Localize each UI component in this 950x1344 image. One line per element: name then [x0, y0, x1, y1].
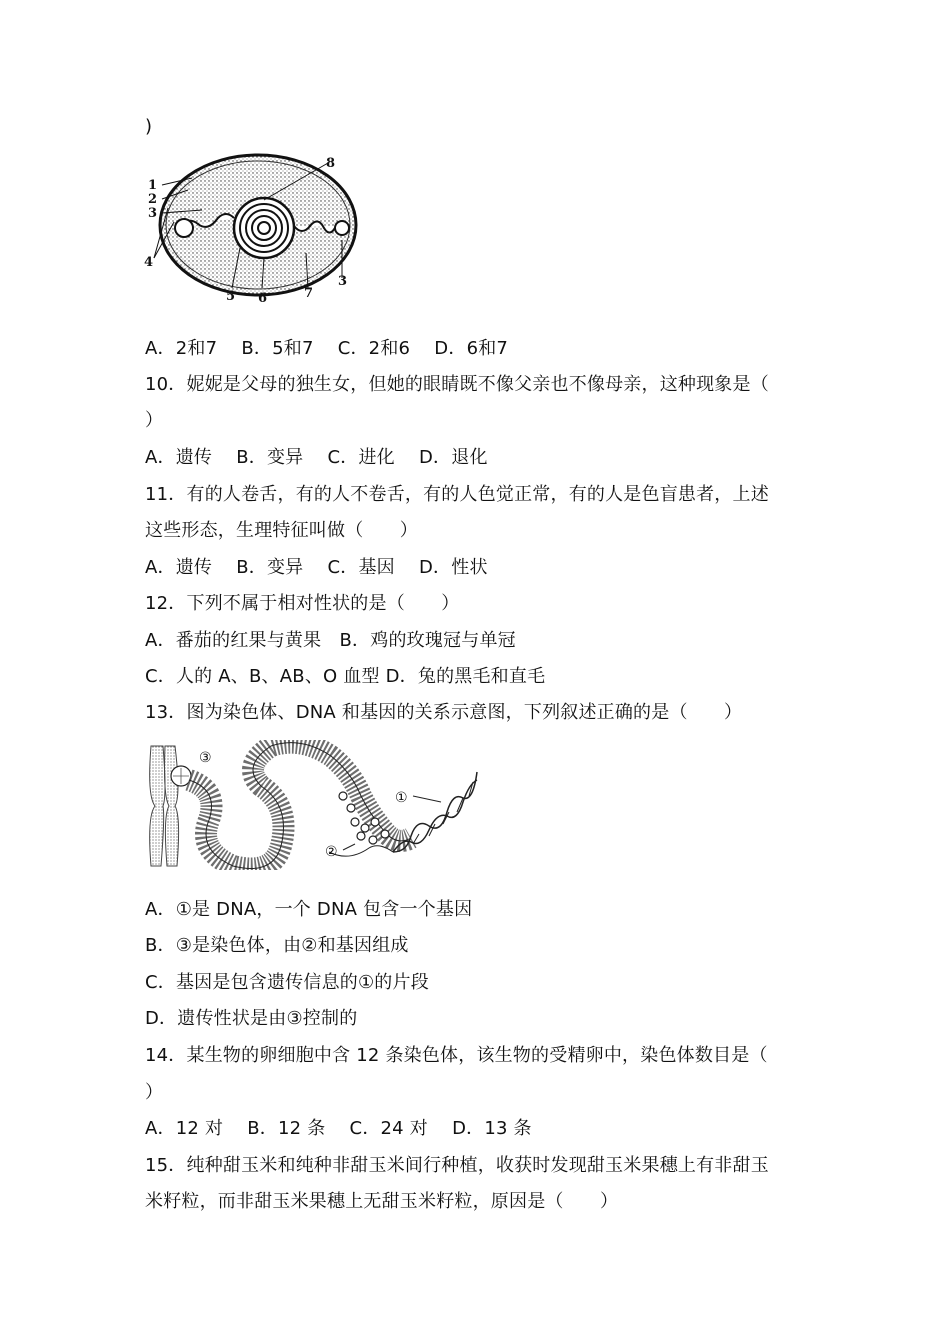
q13-option-d: D．遗传性状是由③控制的 — [145, 1008, 358, 1029]
q12-options-cd: C．人的 A、B、AB、O 血型 D．兔的黑毛和直毛 — [145, 666, 546, 687]
q10-stem-line1: 10．妮妮是父母的独生女，但她的眼睛既不像父亲也不像母亲，这种现象是（ — [145, 374, 769, 395]
egg-label-8: 8 — [326, 156, 336, 171]
egg-label-3: 3 — [148, 206, 158, 221]
q9-close-paren: ) — [145, 116, 153, 137]
label-line-1 — [413, 796, 441, 802]
q11-options: A．遗传 B．变异 C．基因 D．性状 — [145, 557, 488, 578]
egg-label-4: 4 — [144, 255, 154, 270]
q15-stem-line1: 15．纯种甜玉米和纯种非甜玉米间行种植，收获时发现甜玉米果穗上有非甜玉 — [145, 1155, 769, 1176]
q12-stem: 12．下列不属于相对性状的是（ ） — [145, 593, 460, 614]
egg-structure-diagram — [140, 148, 365, 308]
label-circled-1: ① — [395, 790, 408, 806]
q15-stem-line2: 米籽粒，而非甜玉米果穗上无甜玉米籽粒，原因是（ ） — [145, 1191, 619, 1212]
q13-option-b: B．③是染色体，由②和基因组成 — [145, 935, 409, 956]
chromatin-coil — [189, 743, 411, 869]
air-cell-right — [335, 221, 349, 235]
q10-options: A．遗传 B．变异 C．进化 D．退化 — [145, 447, 488, 468]
q13-option-c: C．基因是包含遗传信息的①的片段 — [145, 972, 429, 993]
yolk-rings — [234, 198, 294, 258]
q11-stem-line2: 这些形态，生理特征叫做（ ） — [145, 520, 418, 541]
egg-label-1: 1 — [148, 178, 158, 193]
chromosome-dna-diagram — [143, 740, 483, 870]
egg-label-5: 5 — [226, 289, 236, 304]
q14-stem-line2: ） — [145, 1082, 164, 1103]
label-circled-2: ② — [325, 844, 338, 860]
q14-options: A．12 对 B．12 条 C．24 对 D．13 条 — [145, 1118, 532, 1139]
q13-option-a: A．①是 DNA，一个 DNA 包含一个基因 — [145, 899, 473, 920]
q10-stem-line2: ） — [145, 410, 164, 431]
q11-stem-line1: 11．有的人卷舌，有的人不卷舌，有的人色觉正常，有的人是色盲患者，上述 — [145, 484, 769, 505]
label-line-2 — [343, 844, 355, 850]
q9-options: A．2和7 B．5和7 C．2和6 D．6和7 — [145, 338, 509, 359]
egg-label-2: 2 — [148, 192, 158, 207]
q12-options-ab: A．番茄的红果与黄果 B．鸡的玫瑰冠与单冠 — [145, 630, 516, 651]
q13-stem: 13．图为染色体、DNA 和基因的关系示意图，下列叙述正确的是（ ） — [145, 702, 743, 723]
egg-label-3-right: 3 — [338, 274, 348, 289]
label-circled-3: ③ — [199, 750, 212, 766]
egg-label-7: 7 — [304, 286, 314, 301]
chromosome — [150, 746, 191, 866]
egg-label-6: 6 — [258, 291, 268, 306]
air-cell-left — [175, 219, 193, 237]
q14-stem-line1: 14．某生物的卵细胞中含 12 条染色体，该生物的受精卵中，染色体数目是（ — [145, 1045, 768, 1066]
